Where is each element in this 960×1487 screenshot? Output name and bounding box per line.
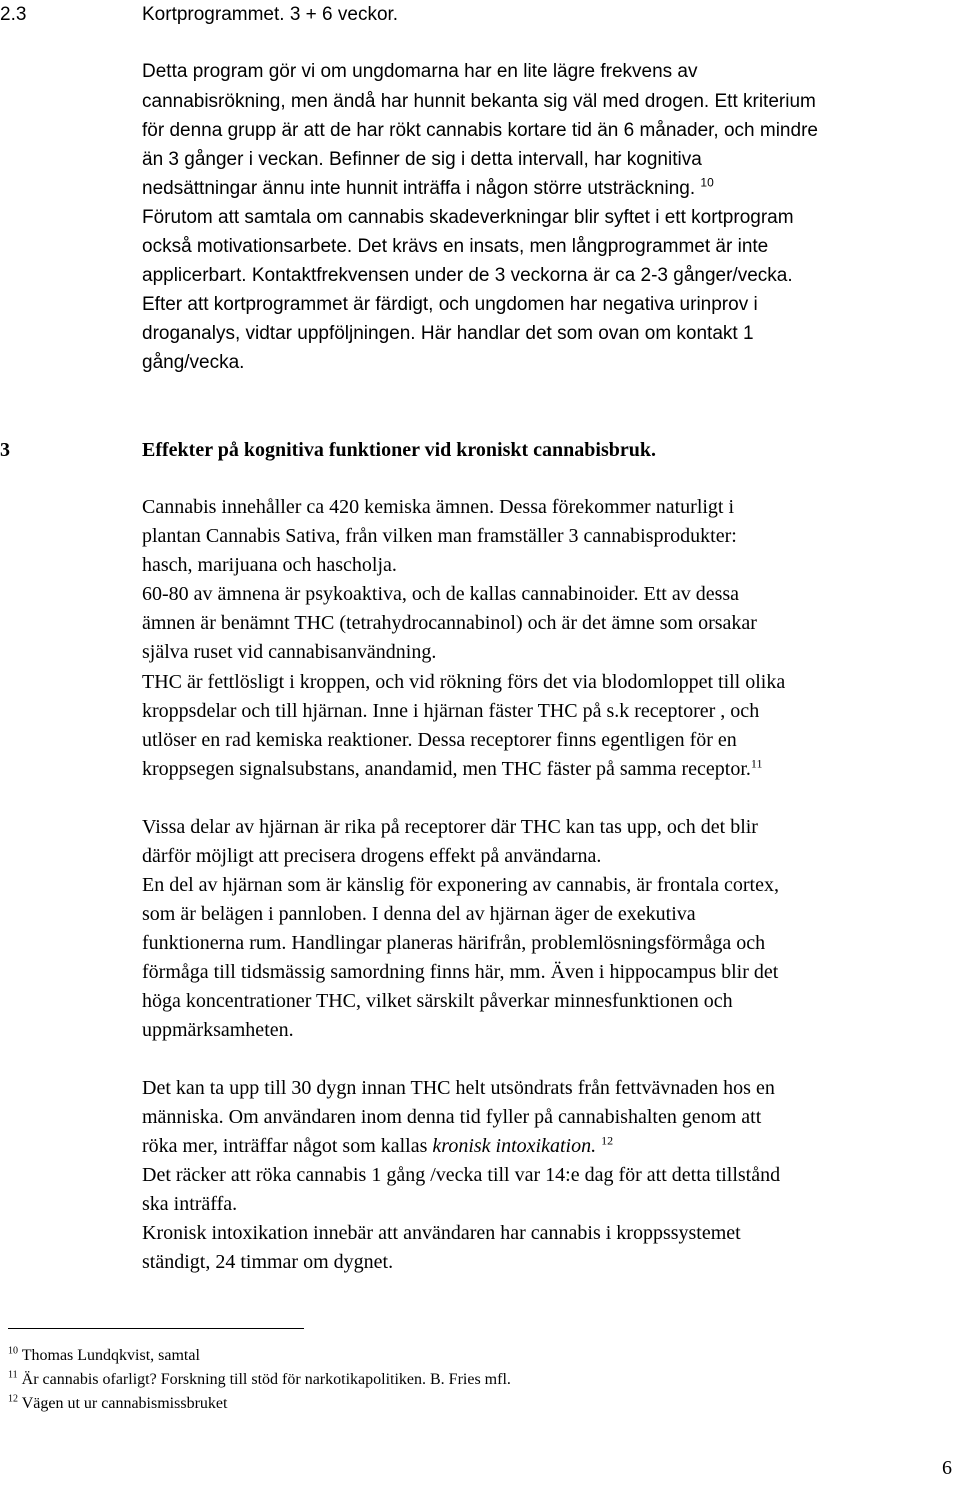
paragraph-line: än 3 gånger i veckan. Befinner de sig i detta intervall, har kognitiva — [142, 149, 702, 170]
paragraph-line — [142, 1134, 613, 1158]
paragraph-line: ska inträffa. — [142, 1193, 238, 1215]
paragraph-line: En del av hjärnan som är känslig för exponering av cannabis, är frontala cortex, — [142, 874, 779, 896]
footnote-number: 12 — [8, 1393, 18, 1405]
section-title: Effekter på kognitiva funktioner vid kroniskt cannabisbruk. — [142, 439, 657, 461]
line-text: nedsättningar ännu inte hunnit inträffa i någon större utsträckning. — [142, 178, 696, 199]
line-text: röka mer, inträffar något som kallas — [142, 1135, 433, 1157]
paragraph-line: människa. Om användaren inom denna tid fyller på cannabishalten genom att — [142, 1106, 762, 1128]
line-text: kroppsegen signalsubstans, anandamid, men THC fäster på samma receptor. — [142, 758, 751, 780]
section-number: 2.3 — [0, 4, 27, 25]
section-number: 3 — [0, 439, 10, 461]
paragraph-line: förmåga till tidsmässig samordning finns här, mm. Även i hippocampus blir det — [142, 961, 779, 983]
italic-term: kronisk intoxikation. — [432, 1135, 597, 1157]
paragraph-line: Efter att kortprogrammet är färdigt, och ungdomen har negativa urinprov i — [142, 294, 758, 315]
footnote-number: 11 — [8, 1369, 18, 1381]
page-number: 6 — [942, 1457, 952, 1479]
footnote-ref: 11 — [750, 756, 763, 771]
footnote-text: Thomas Lundqkvist, samtal — [21, 1347, 200, 1364]
paragraph-line: också motivationsarbete. Det krävs en insats, men långprogrammet är inte — [142, 236, 769, 257]
paragraph-line: plantan Cannabis Sativa, från vilken man framställer 3 cannabisprodukter: — [142, 525, 737, 547]
paragraph-line: Vissa delar av hjärnan är rika på receptorer där THC kan tas upp, och det blir — [142, 816, 758, 838]
paragraph-line — [142, 757, 762, 781]
footnote — [8, 1346, 200, 1366]
paragraph-line: för denna grupp är att de har rökt cannabis kortare tid än 6 månader, och mindre — [142, 120, 818, 141]
paragraph-line: ämnen är benämnt THC (tetrahydrocannabinol) och är det ämne som orsakar — [142, 612, 757, 634]
paragraph-line: Det räcker att röka cannabis 1 gång /vecka till var 14:e dag för att detta tillstånd — [142, 1164, 781, 1186]
footnote-ref: 12 — [601, 1133, 614, 1148]
paragraph-line: som är belägen i pannloben. I denna del av hjärnan äger de exekutiva — [142, 903, 696, 925]
footnote-number: 10 — [8, 1345, 18, 1357]
footnote-divider — [8, 1328, 304, 1329]
paragraph-line: utlöser en rad kemiska reaktioner. Dessa receptorer finns egentligen för en — [142, 729, 737, 751]
paragraph-line: applicerbart. Kontaktfrekvensen under de 3 veckorna är ca 2-3 gånger/vecka. — [142, 265, 793, 286]
paragraph-line: Förutom att samtala om cannabis skadeverkningar blir syftet i ett kortprogram — [142, 207, 794, 228]
paragraph-line: uppmärksamheten. — [142, 1019, 294, 1041]
paragraph-line: funktionerna rum. Handlingar planeras härifrån, problemlösningsförmåga och — [142, 932, 766, 954]
paragraph-line: kroppsdelar och till hjärnan. Inne i hjärnan fäster THC på s.k receptorer , och — [142, 700, 760, 722]
paragraph-line: Det kan ta upp till 30 dygn innan THC helt utsöndrats från fettvävnaden hos en — [142, 1077, 775, 1099]
paragraph-line: droganalys, vidtar uppföljningen. Här handlar det som ovan om kontakt 1 — [142, 323, 754, 344]
section-title: Kortprogrammet. 3 + 6 veckor. — [142, 4, 399, 25]
footnote-text: Vägen ut ur cannabismissbruket — [21, 1395, 228, 1412]
paragraph-line: gång/vecka. — [142, 352, 245, 373]
paragraph-line: Detta program gör vi om ungdomarna har en lite lägre frekvens av — [142, 61, 698, 82]
paragraph-line: hasch, marijuana och hascholja. — [142, 554, 397, 576]
paragraph-line: höga koncentrationer THC, vilket särskilt påverkar minnesfunktionen och — [142, 990, 733, 1012]
paragraph-line: cannabisrökning, men ändå har hunnit bekanta sig väl med drogen. Ett kriterium — [142, 91, 816, 112]
paragraph-line: 60-80 av ämnena är psykoaktiva, och de kallas cannabinoider. Ett av dessa — [142, 583, 740, 605]
footnote — [8, 1394, 227, 1414]
footnote-text: Är cannabis ofarligt? Forskning till stöd för narkotikapolitiken. B. Fries mfl. — [21, 1371, 511, 1388]
paragraph-line: Cannabis innehåller ca 420 kemiska ämnen. Dessa förekommer naturligt i — [142, 496, 735, 518]
paragraph-line: själva ruset vid cannabisanvändning. — [142, 641, 437, 663]
paragraph-line: ständigt, 24 timmar om dygnet. — [142, 1251, 394, 1273]
paragraph-line: därför möjligt att precisera drogens effekt på användarna. — [142, 845, 602, 867]
footnote-ref: 10 — [700, 175, 714, 190]
paragraph-line: THC är fettlösligt i kroppen, och vid rökning förs det via blodomloppet till olika — [142, 671, 786, 693]
paragraph-line: Kronisk intoxikation innebär att användaren har cannabis i kroppssystemet — [142, 1222, 741, 1244]
footnote — [8, 1370, 511, 1390]
paragraph-line — [142, 177, 714, 201]
